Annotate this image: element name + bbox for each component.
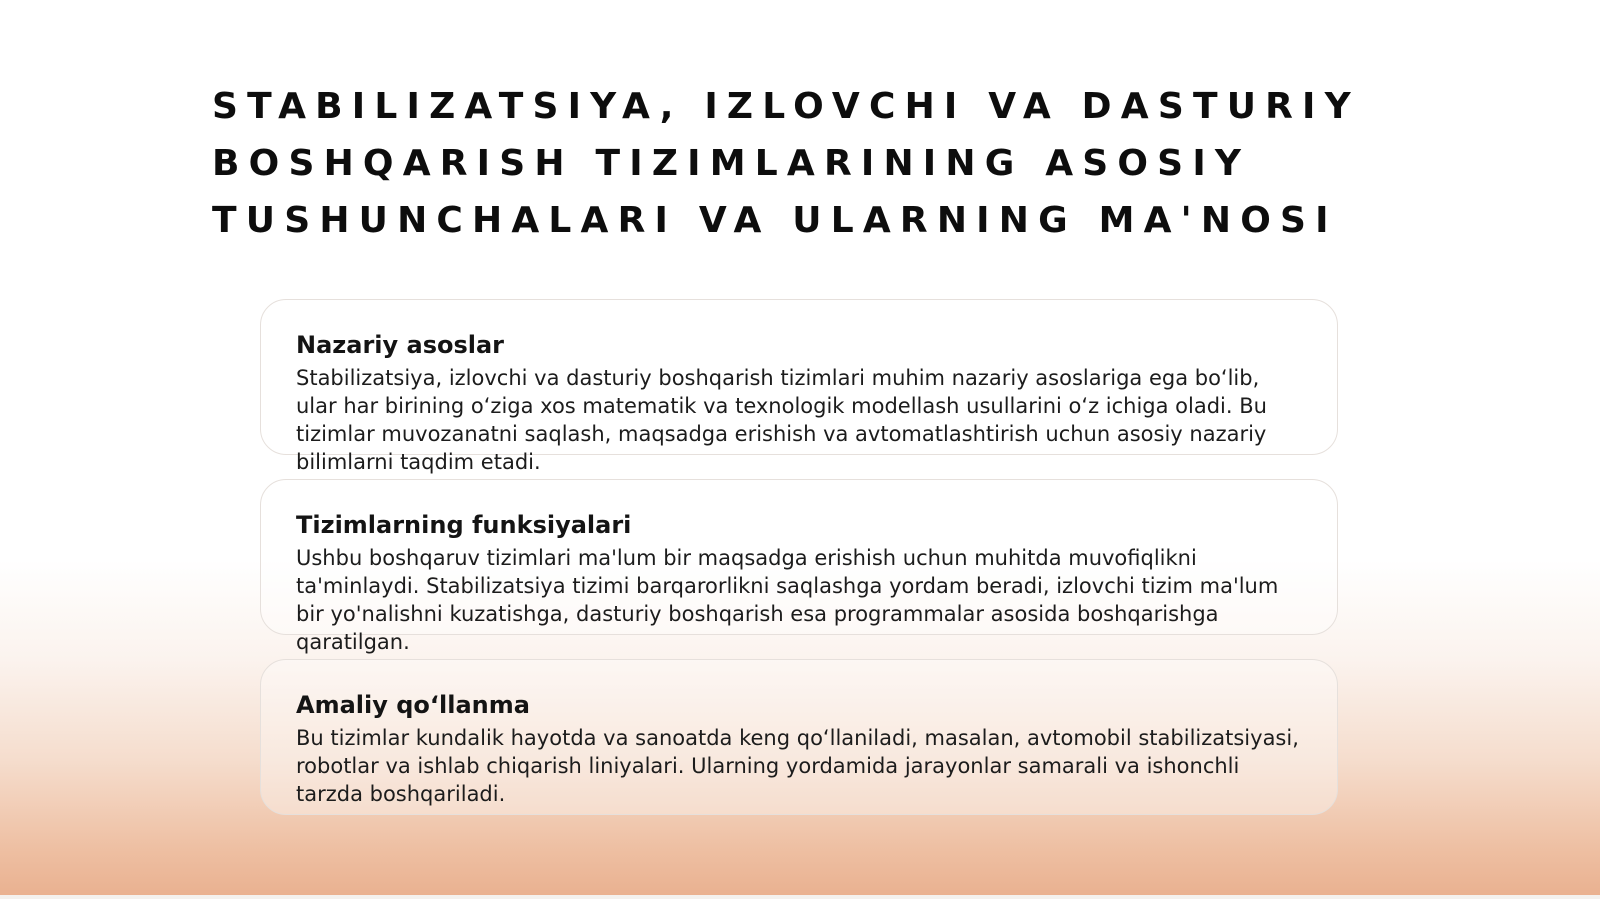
- bottom-divider: [0, 895, 1600, 899]
- card-text: Ushbu boshqaruv tizimlari ma'lum bir maqsadga erishish uchun muhitda muvofiqlikni ta'minlaydi. Stabilizatsiya tizimi barqarorlikni saqlashga yordam beradi, izlovchi tizim ma'lum bir yo'nalishni kuzatishga, dasturiy boshqarish esa programmalar asosida boshqarishga qaratilgan.: [296, 546, 1279, 654]
- card-content: [296, 330, 1306, 476]
- card-nazariy-asoslar: [260, 299, 1338, 474]
- card-text: Stabilizatsiya, izlovchi va dasturiy boshqarish tizimlari muhim nazariy asoslariga ega boʻlib, ular har birining oʻziga xos matematik va texnologik modellash usullarini oʻz ichiga oladi. Bu tizimlar muvozanatni saqlash, maqsadga erishish va avtomatlashtirish uchun asosiy nazariy bilimlarni taqdim etadi.: [296, 366, 1267, 474]
- card-content: [296, 690, 1306, 808]
- card-text: Bu tizimlar kundalik hayotda va sanoatda keng qoʻllaniladi, masalan, avtomobil stabilizatsiyasi, robotlar va ishlab chiqarish liniyalari. Ularning yordamida jarayonlar samarali va ishonchli tarzda boshqariladi.: [296, 726, 1299, 806]
- card-heading: Amaliy qoʻllanma: [296, 691, 530, 719]
- card-amaliy-qollanma: [260, 659, 1338, 815]
- card-tizimlarning-funksiyalari: [260, 479, 1338, 654]
- card-heading: Tizimlarning funksiyalari: [296, 511, 632, 539]
- slide-title: STABILIZATSIYA, IZLOVCHI VA DASTURIY BOSHQARISH TIZIMLARINING ASOSIY TUSHUNCHALARI VA ULARNING MA'NOSI: [212, 86, 1360, 241]
- card-content: [296, 510, 1306, 656]
- card-heading: Nazariy asoslar: [296, 331, 505, 359]
